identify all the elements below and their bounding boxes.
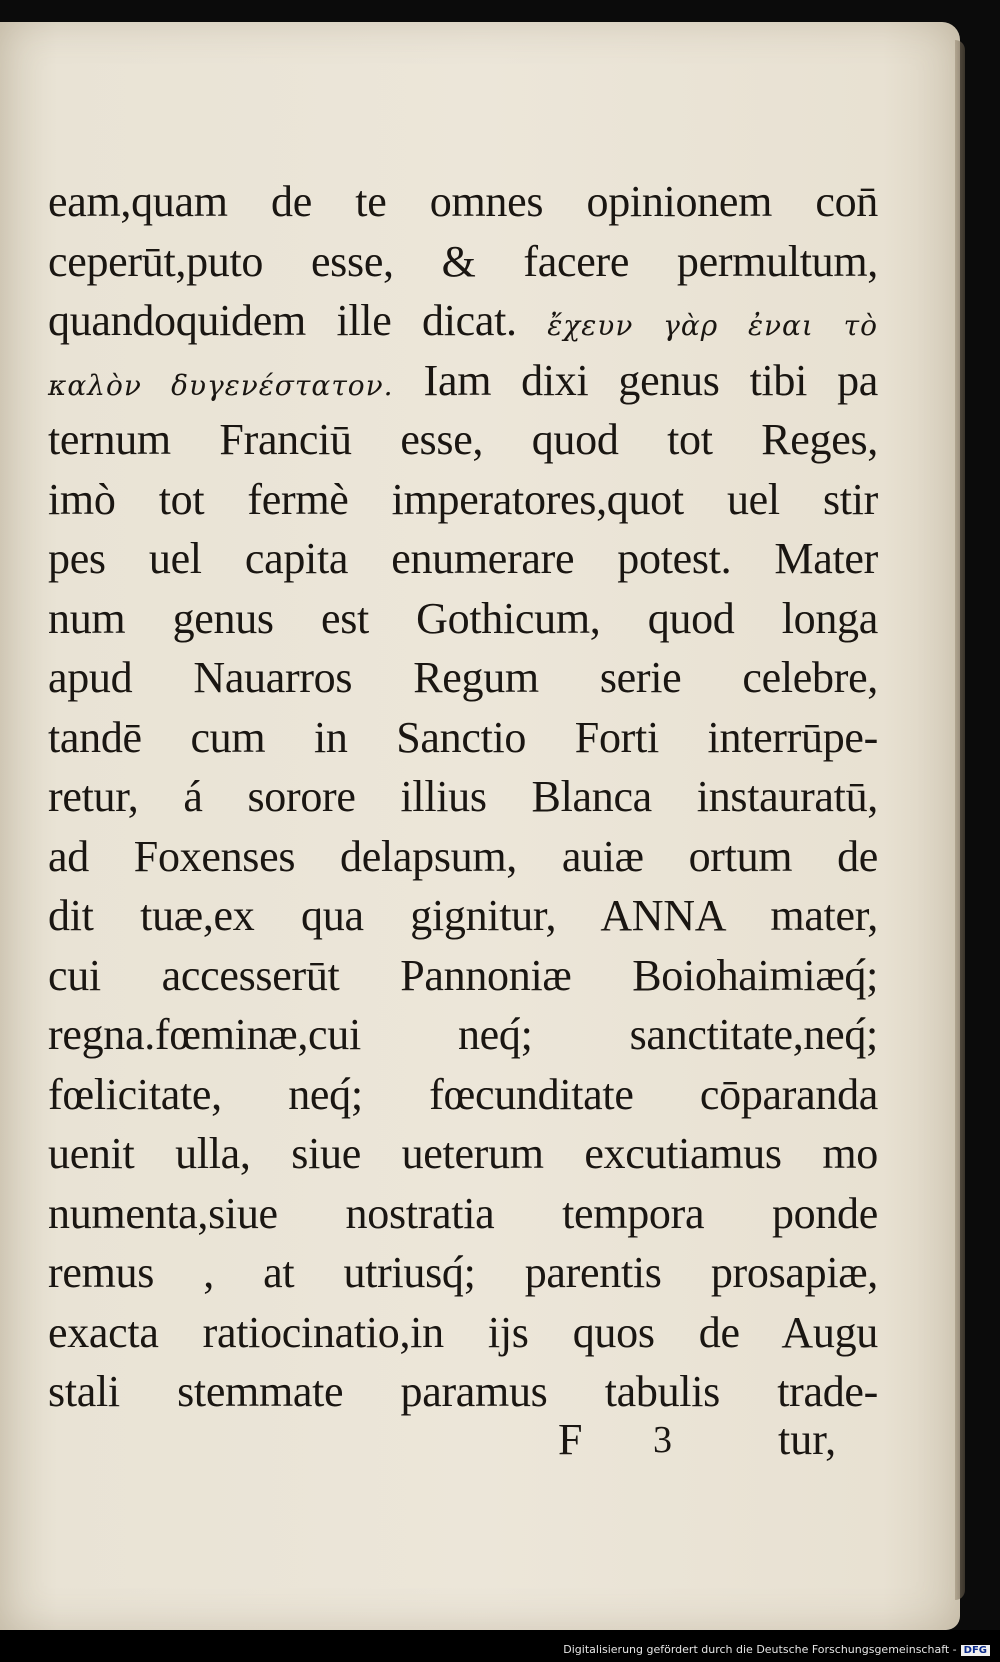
credit-text: Digitalisierung gefördert durch die Deutsche Forschungsgemeinschaft - <box>563 1643 957 1656</box>
body-text <box>48 172 878 1422</box>
text-line: eam,quam de te omnes opinionem con̄ <box>48 177 878 226</box>
greek-text: ἔχευν γὰρ ἐναι τὸ <box>547 309 878 342</box>
text-line: regna.fœminæ,cui neq́; sanctitate,neq́; <box>48 1010 878 1059</box>
text-line: tandē cum in Sanctio Forti interrūpe- <box>48 712 878 762</box>
footer-credit <box>563 1643 990 1656</box>
text-line: stali stemmate paramus tabulis trade- <box>48 1367 878 1416</box>
text-line: num genus est Gothicum, quod longa <box>48 593 878 643</box>
text-segment: quandoquidem ille dicat. <box>48 296 548 345</box>
text-line: retur, á sorore illius Blanca instauratū, <box>48 772 878 821</box>
text-line: fœlicitate, neq́; fœcunditate cōparanda <box>48 1069 878 1119</box>
signature-number: 3 <box>653 1419 672 1461</box>
text-line: uenit ulla, siue ueterum excutiamus mo <box>48 1129 878 1178</box>
text-line: apud Nauarros Regum serie celebre, <box>48 653 878 702</box>
dfg-logo-icon: DFG <box>961 1645 990 1656</box>
page-edge <box>955 40 965 1600</box>
book-page <box>0 22 960 1630</box>
text-line: ad Foxenses delapsum, auiæ ortum de <box>48 831 878 881</box>
text-segment: Iam dixi genus tibi pa <box>393 355 879 405</box>
text-line: dit tuæ,ex qua gignitur, ANNA mater, <box>48 891 878 940</box>
text-line: pes uel capita enumerare potest. Mater <box>48 534 878 583</box>
text-line <box>48 291 878 351</box>
signature-mark: F <box>558 1415 583 1464</box>
text-line: cui accesserūt Pannoniæ Boiohaimiæq́; <box>48 950 878 1000</box>
catchword: tur, <box>778 1415 837 1464</box>
text-line: exacta ratiocinatio,in ijs quos de Augu <box>48 1307 878 1357</box>
text-line: remus , at utriusq́; parentis prosapiæ, <box>48 1248 878 1297</box>
text-line: imò tot fermè imperatores,quot uel stir <box>48 474 878 524</box>
text-line <box>48 351 878 411</box>
text-line: numenta,siue nostratia tempora ponde <box>48 1188 878 1238</box>
text-line: ceperūt,puto esse, & facere permultum, <box>48 236 878 286</box>
page-foot <box>48 1414 878 1474</box>
text-line: ternum Franciū esse, quod tot Reges, <box>48 415 878 464</box>
greek-text: καλὸν δυγενέστατον. <box>48 368 394 402</box>
footer-bar <box>0 1630 1000 1662</box>
